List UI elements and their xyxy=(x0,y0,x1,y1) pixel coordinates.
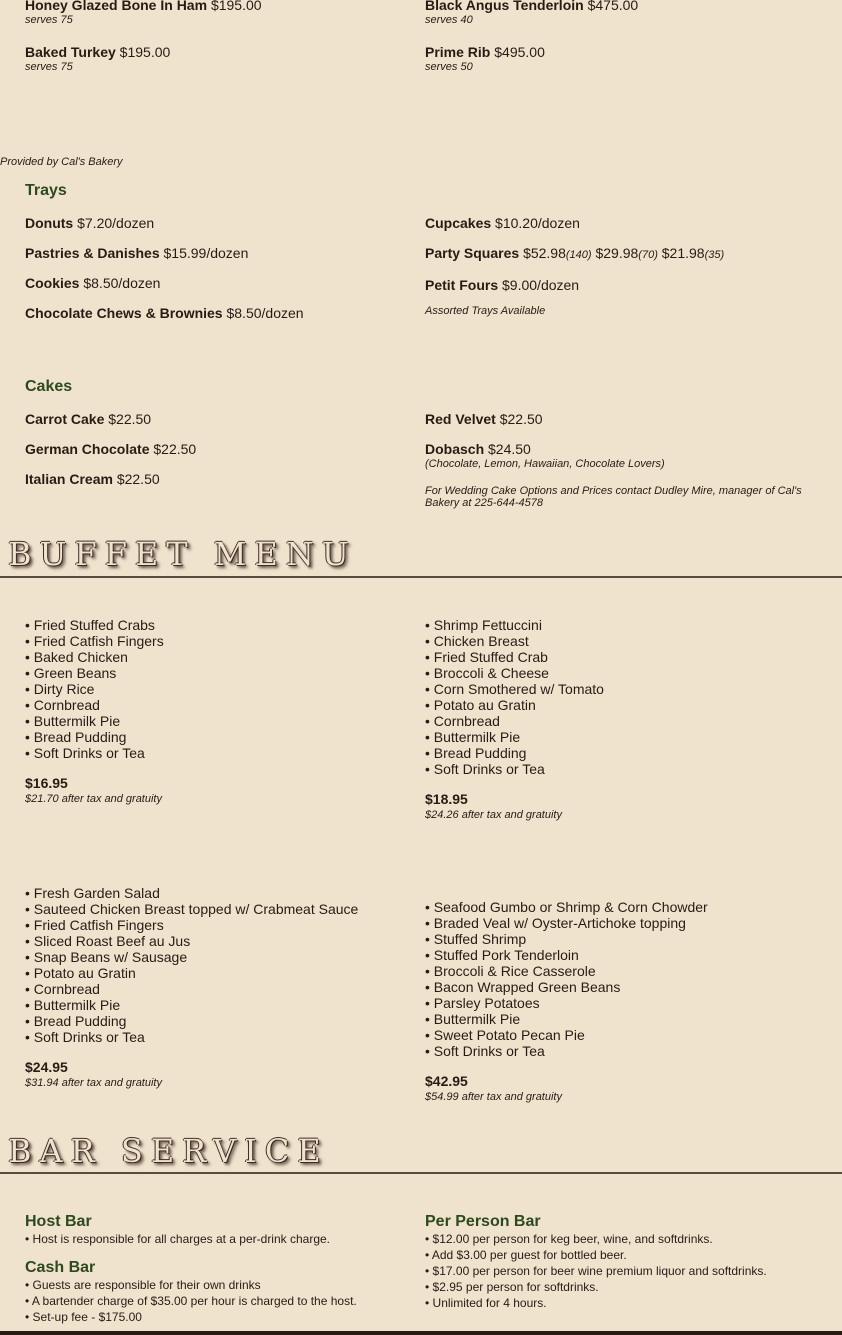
menu-item: Party Squares $52.98(140) $29.98(70) $21.98(35) xyxy=(425,245,725,261)
list-item: • Shrimp Fettuccini xyxy=(425,617,542,633)
list-item: • Braded Veal w/ Oyster-Artichoke topping xyxy=(425,915,686,931)
after-tax-note: $31.94 after tax and gratuity xyxy=(25,1077,162,1089)
bar-divider xyxy=(0,1172,842,1174)
bar-left xyxy=(25,1213,357,1325)
provided-by-note: Provided by Cal's Bakery xyxy=(0,156,123,168)
list-item: • Snap Beans w/ Sausage xyxy=(25,949,188,965)
buffet-price: $18.95 xyxy=(425,791,468,807)
list-item: • Fresh Garden Salad xyxy=(25,885,160,901)
menu-item: Donuts $7.20/dozen xyxy=(25,215,155,231)
bar-right xyxy=(425,1213,767,1311)
buffet-divider xyxy=(0,576,842,578)
menu-item: Petit Fours $9.00/dozen xyxy=(425,277,580,293)
list-item: • Broccoli & Rice Casserole xyxy=(425,963,596,979)
buffet-price: $16.95 xyxy=(25,775,68,791)
list-item: • Buttermilk Pie xyxy=(25,997,121,1013)
list-item: • Cornbread xyxy=(425,713,500,729)
list-item: • Set-up fee - $175.00 xyxy=(25,1310,142,1324)
after-tax-note: $54.99 after tax and gratuity xyxy=(425,1091,562,1103)
cash-bar-title: Cash Bar xyxy=(25,1259,96,1276)
list-item: • Unlimited for 4 hours. xyxy=(425,1296,547,1310)
list-item: • Chicken Breast xyxy=(425,633,529,649)
bottom-divider xyxy=(0,1331,842,1335)
after-tax-note: $21.70 after tax and gratuity xyxy=(25,793,162,805)
list-item: • Fried Catfish Fingers xyxy=(25,917,164,933)
list-item: • Buttermilk Pie xyxy=(425,1011,521,1027)
list-item: • Add $3.00 per guest for bottled beer. xyxy=(425,1248,627,1262)
menu-item: German Chocolate $22.50 xyxy=(25,441,197,457)
list-item: • Buttermilk Pie xyxy=(25,713,121,729)
list-item: • Guests are responsible for their own drinks xyxy=(25,1278,261,1292)
per-person-bar-title: Per Person Bar xyxy=(425,1213,541,1230)
menu-item: Dobasch $24.50 xyxy=(425,441,531,457)
menu-item: Cookies $8.50/dozen xyxy=(25,275,161,291)
dobasch-flavors: (Chocolate, Lemon, Hawaiian, Chocolate Lovers) xyxy=(425,458,665,470)
buffet-price: $24.95 xyxy=(25,1059,68,1075)
list-item: • Sweet Potato Pecan Pie xyxy=(425,1027,585,1043)
host-bar-title: Host Bar xyxy=(25,1213,92,1230)
list-item: • Cornbread xyxy=(25,981,100,997)
menu-item: Pastries & Danishes $15.99/dozen xyxy=(25,245,249,261)
list-item: • Baked Chicken xyxy=(25,649,128,665)
list-item: • A bartender charge of $35.00 per hour is charged to the host. xyxy=(25,1294,357,1308)
list-item: • Fried Stuffed Crabs xyxy=(25,617,155,633)
menu-item: Baked Turkey $195.00 xyxy=(25,44,171,60)
menu-item: Honey Glazed Bone In Ham $195.00 xyxy=(25,0,262,13)
buffet-price: $42.95 xyxy=(425,1073,468,1089)
list-item: • Host is responsible for all charges at a per-drink charge. xyxy=(25,1232,331,1246)
list-item: • Soft Drinks or Tea xyxy=(25,1029,145,1045)
serves-note: serves 75 xyxy=(25,14,73,26)
list-item: • $2.95 per person for softdrinks. xyxy=(425,1280,599,1294)
serves-note: serves 40 xyxy=(425,14,473,26)
trays-note: Assorted Trays Available xyxy=(425,305,546,317)
list-item: • Bacon Wrapped Green Beans xyxy=(425,979,621,995)
cakes-left xyxy=(25,411,196,487)
list-item: • Green Beans xyxy=(25,665,117,681)
menu-item: Italian Cream $22.50 xyxy=(25,471,160,487)
menu-item: Prime Rib $495.00 xyxy=(425,44,545,60)
buffet-menu-4 xyxy=(425,899,708,1103)
buffet-menu-1 xyxy=(25,617,164,805)
list-item: • Stuffed Pork Tenderloin xyxy=(425,947,579,963)
list-item: • Buttermilk Pie xyxy=(425,729,521,745)
wedding-cake-note: For Wedding Cake Options and Prices contact Dudley Mire, manager of Cal's Bakery at 225-644-4578 xyxy=(425,485,802,509)
list-item: • Soft Drinks or Tea xyxy=(25,745,145,761)
list-item: • Broccoli & Cheese xyxy=(425,665,549,681)
list-item: • Sauteed Chicken Breast topped w/ Crabmeat Sauce xyxy=(25,901,359,917)
list-item: • Soft Drinks or Tea xyxy=(425,1043,545,1059)
list-item: • Potato au Gratin xyxy=(425,697,536,713)
buffet-menu-banner: BUFFET MENU xyxy=(8,535,357,573)
list-item: • Stuffed Shrimp xyxy=(425,931,527,947)
after-tax-note: $24.26 after tax and gratuity xyxy=(425,809,562,821)
serves-note: serves 75 xyxy=(25,61,73,73)
list-item: • Fried Stuffed Crab xyxy=(425,649,548,665)
menu-item: Red Velvet $22.50 xyxy=(425,411,543,427)
menu-item: Cupcakes $10.20/dozen xyxy=(425,215,580,231)
serves-note: serves 50 xyxy=(425,61,473,73)
list-item: • Sliced Roast Beef au Jus xyxy=(25,933,191,949)
trays-left xyxy=(25,215,304,321)
list-item: • $12.00 per person for keg beer, wine, and softdrinks. xyxy=(425,1232,713,1246)
list-item: • Corn Smothered w/ Tomato xyxy=(425,681,604,697)
meats-right xyxy=(425,0,638,74)
list-item: • $17.00 per person for beer wine premium liquor and softdrinks. xyxy=(425,1264,767,1278)
trays-right xyxy=(425,215,724,317)
list-item: • Parsley Potatoes xyxy=(425,995,540,1011)
bar-service-banner: BAR SERVICE xyxy=(8,1132,329,1170)
cakes-title: Cakes xyxy=(25,378,73,395)
list-item: • Cornbread xyxy=(25,697,100,713)
list-item: • Seafood Gumbo or Shrimp & Corn Chowder xyxy=(425,899,708,915)
menu-item: Chocolate Chews & Brownies $8.50/dozen xyxy=(25,305,304,321)
menu-item: Black Angus Tenderloin $475.00 xyxy=(425,0,639,13)
trays-title: Trays xyxy=(25,182,67,199)
cakes-right xyxy=(425,411,820,509)
menu-item: Carrot Cake $22.50 xyxy=(25,411,152,427)
list-item: • Bread Pudding xyxy=(25,729,127,745)
list-item: • Bread Pudding xyxy=(425,745,527,761)
list-item: • Bread Pudding xyxy=(25,1013,127,1029)
list-item: • Soft Drinks or Tea xyxy=(425,761,545,777)
list-item: • Fried Catfish Fingers xyxy=(25,633,164,649)
list-item: • Potato au Gratin xyxy=(25,965,136,981)
list-item: • Dirty Rice xyxy=(25,681,95,697)
buffet-menu-3 xyxy=(25,885,358,1089)
meats-left xyxy=(25,0,262,74)
buffet-menu-2 xyxy=(425,617,604,821)
